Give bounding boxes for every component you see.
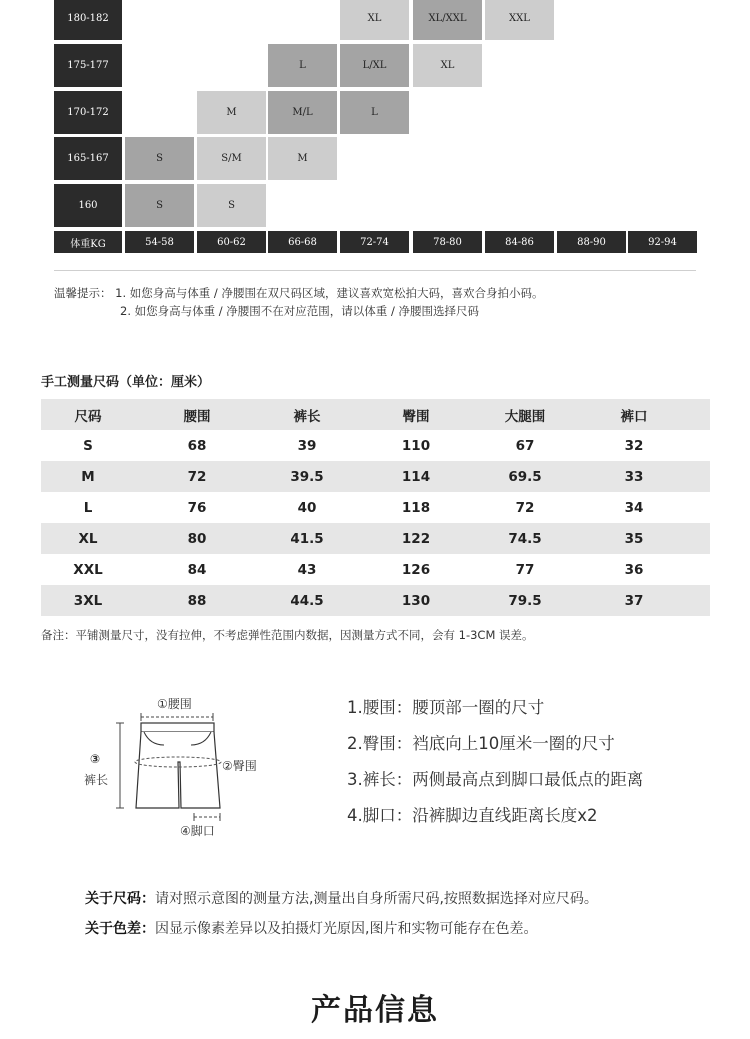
about-size [85,888,598,908]
size-cell: L/XL [340,44,409,87]
definition-length: 3.裤长：两侧最高点到脚口最低点的距离 [347,770,644,789]
table-cell: 72 [187,468,207,485]
hip-label: ②臀围 [222,759,257,773]
table-cell: 126 [401,561,431,578]
table-cell: 77 [515,561,535,578]
table-cell: 34 [624,499,644,516]
size-cell: L [340,91,409,134]
about-color [85,918,537,938]
table-header [41,399,710,430]
size-cell: M [197,91,266,134]
hem-label: ④脚口 [180,824,215,838]
table-cell: XL [78,530,98,547]
size-cell: S [197,184,266,227]
table-row [41,461,710,492]
table-cell: 118 [401,499,431,516]
size-cell: M/L [268,91,337,134]
table-cell: 79.5 [508,592,542,609]
size-cell: S [125,137,194,180]
table-cell: 39 [297,437,317,454]
table-cell: 裤口 [620,408,648,425]
table-cell: S [83,437,93,454]
size-cell: XL [413,44,482,87]
size-cell: S/M [197,137,266,180]
table-cell: M [81,468,95,485]
table-cell: 3XL [73,592,103,609]
table-cell: 37 [624,592,644,609]
size-cell: S [125,184,194,227]
measure-table [41,399,710,616]
table-cell: 76 [187,499,207,516]
table-cell: L [83,499,93,516]
table-cell: 裤长 [293,408,321,425]
table-cell: XXL [73,561,103,578]
table-row [41,492,710,523]
about-color-text: 因显示像素差异以及拍摄灯光原因,图片和实物可能存在色差。 [155,921,538,937]
table-cell: 32 [624,437,644,454]
table-cell: 臀围 [402,408,430,425]
length-label: 裤长 [84,773,109,787]
product-info-title: 产品信息 [311,993,439,1028]
definition-hip: 2.臀围：裆底向上10厘米一圈的尺寸 [347,734,615,753]
height-label: 175-177 [54,44,122,87]
table-cell: 67 [515,437,535,454]
table-cell: 39.5 [290,468,324,485]
measure-note: 备注：平铺测量尺寸，没有拉伸，不考虑弹性范围内数据，因测量方式不同，会有 1-3CM 误差。 [41,628,534,642]
size-cell: XXL [485,0,554,40]
table-cell: 大腿围 [504,408,546,425]
weight-range: 66-68 [268,231,337,253]
height-label: 170-172 [54,91,122,134]
size-cell: XL/XXL [413,0,482,40]
table-cell: 33 [624,468,644,485]
measure-table-title: 手工测量尺码（单位：厘米） [41,375,211,390]
table-row [41,585,710,616]
table-cell: 40 [297,499,317,516]
table-cell: 88 [187,592,207,609]
tip-line-1: 温馨提示： 1. 如您身高与体重 / 净腰围在双尺码区域，建议喜欢宽松拍大码，喜欢合身拍小码。 [54,286,544,300]
table-row [41,430,710,461]
table-row [41,554,710,585]
height-label: 165-167 [54,137,122,180]
table-cell: 43 [297,561,317,578]
table-cell: 腰围 [183,408,211,425]
size-cell: M [268,137,337,180]
table-cell: 41.5 [290,530,324,547]
divider [54,270,696,271]
table-cell: 74.5 [508,530,542,547]
about-color-label: 关于色差： [85,921,155,937]
length-number: ③ [90,752,101,766]
weight-range: 60-62 [197,231,266,253]
weight-range: 92-94 [628,231,697,253]
table-cell: 72 [515,499,535,516]
weight-range: 78-80 [413,231,482,253]
table-cell: 80 [187,530,207,547]
weight-range: 84-86 [485,231,554,253]
table-cell: 84 [187,561,207,578]
height-label: 160 [54,184,122,227]
definition-hem: 4.脚口：沿裤脚边直线距离长度x2 [347,806,598,825]
size-cell: L [268,44,337,87]
table-cell: 122 [401,530,431,547]
table-cell: 130 [401,592,431,609]
table-cell: 36 [624,561,644,578]
table-cell: 44.5 [290,592,324,609]
about-size-text: 请对照示意图的测量方法,测量出自身所需尺码,按照数据选择对应尺码。 [155,891,598,907]
table-cell: 114 [401,468,431,485]
weight-range: 72-74 [340,231,409,253]
about-size-label: 关于尺码： [85,891,155,907]
height-label: 180-182 [54,0,122,40]
weight-axis-label: 体重KG [54,231,122,253]
table-cell: 69.5 [508,468,542,485]
tip-line-2: 2. 如您身高与体重 / 净腰围不在对应范围，请以体重 / 净腰围选择尺码 [120,304,479,318]
size-cell: XL [340,0,409,40]
definition-waist: 1.腰围：腰顶部一圈的尺寸 [347,698,545,717]
weight-range: 54-58 [125,231,194,253]
table-cell: 35 [624,530,644,547]
waist-label: ①腰围 [157,697,192,711]
table-row [41,523,710,554]
weight-range: 88-90 [557,231,626,253]
table-cell: 68 [187,437,207,454]
table-cell: 110 [401,437,431,454]
table-cell: 尺码 [74,408,102,425]
